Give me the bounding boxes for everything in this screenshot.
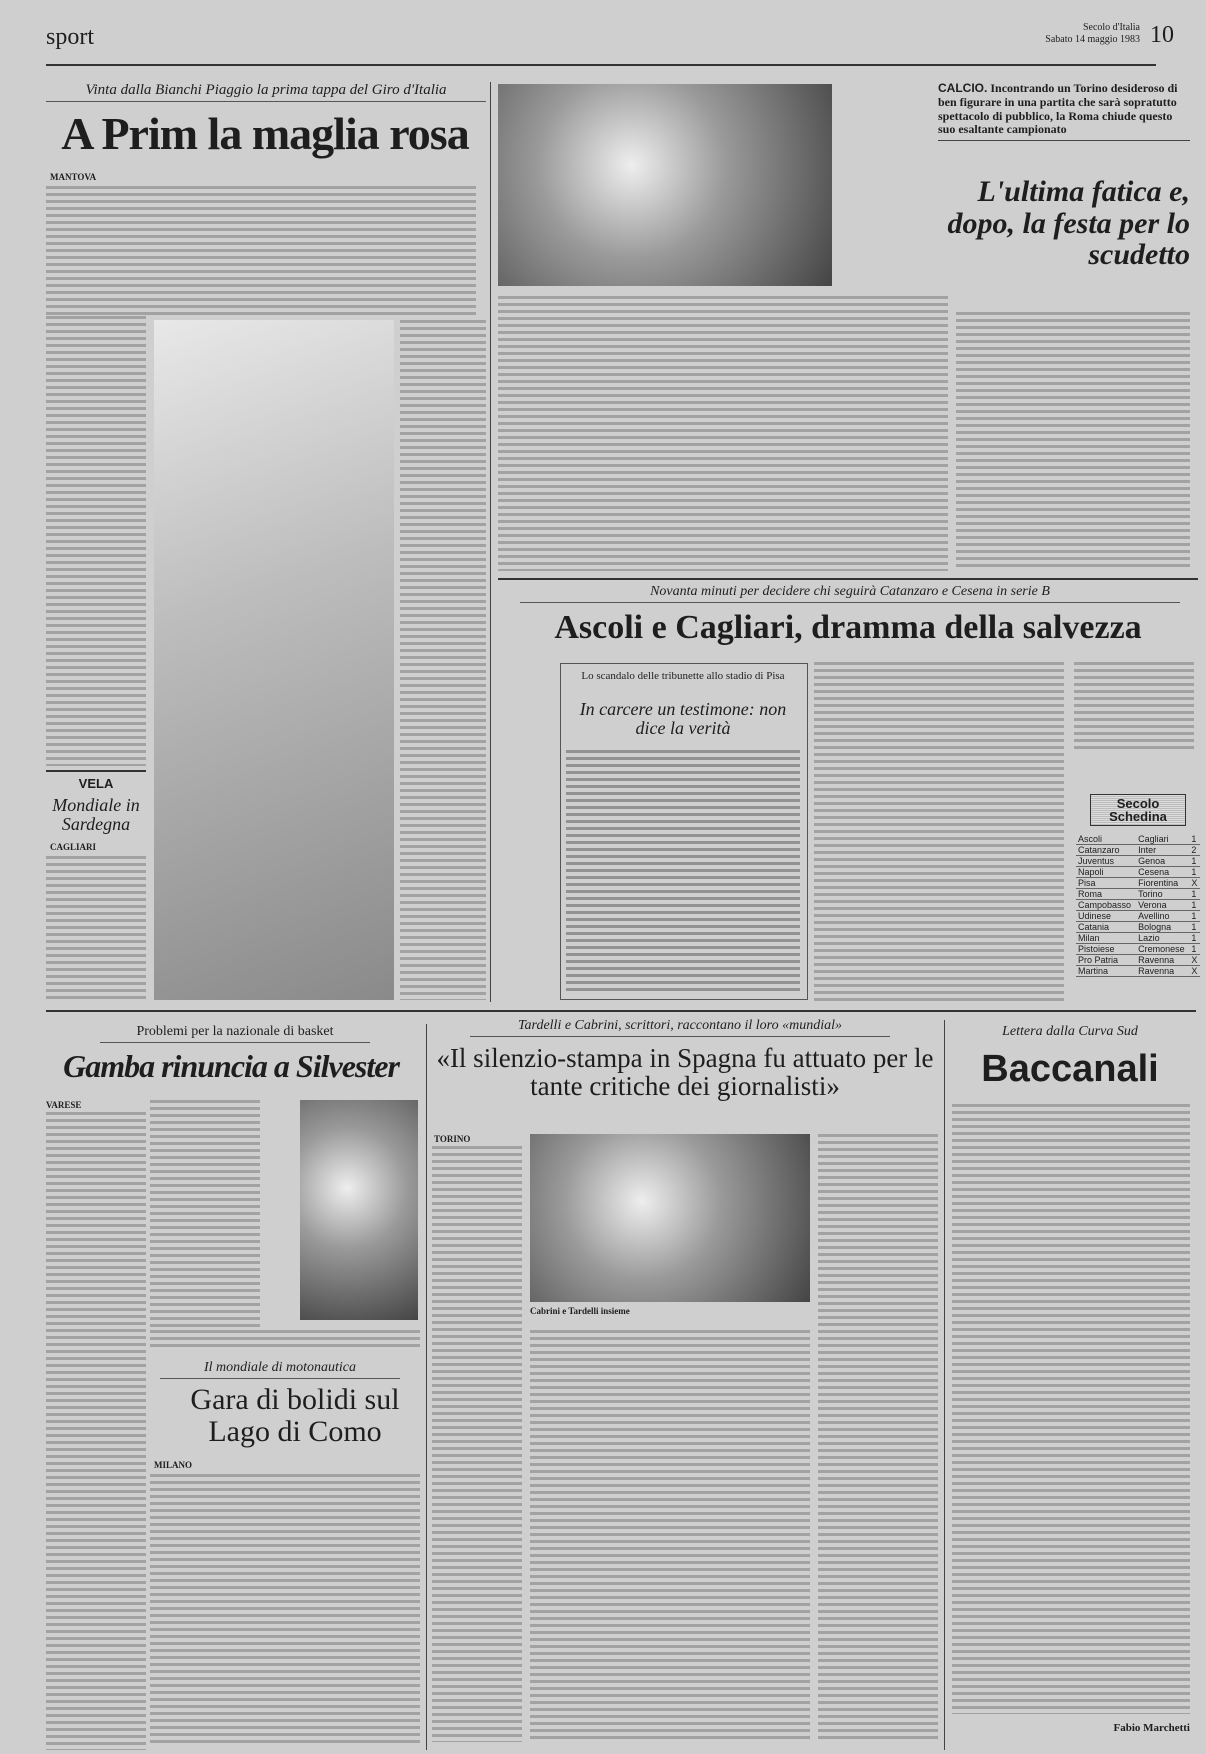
giro-body-col1 — [46, 316, 146, 766]
schedina-table — [1076, 834, 1200, 977]
serie-b-rule — [498, 578, 1198, 580]
basket-body — [46, 1112, 146, 1750]
curva-body — [952, 1104, 1190, 1714]
basket-body-3 — [150, 1330, 420, 1350]
motonautica-dateline: MILANO — [154, 1460, 192, 1470]
calcio-body — [498, 296, 948, 571]
schedina-row — [1076, 911, 1200, 922]
prediction: 1 — [1189, 900, 1200, 911]
prediction: 1 — [1189, 911, 1200, 922]
issue-date: Sabato 14 maggio 1983 — [1045, 34, 1140, 45]
away-team: Cremonese — [1136, 944, 1189, 955]
home-team: Napoli — [1076, 867, 1136, 878]
pisa-headline: In carcere un testimone: non dice la verità — [579, 699, 787, 738]
motonautica-body — [150, 1474, 420, 1747]
bottom-rule — [46, 1010, 1196, 1012]
home-team: Ascoli — [1076, 834, 1136, 845]
giro-body — [46, 186, 476, 316]
home-team: Catania — [1076, 922, 1136, 933]
away-team: Inter — [1136, 845, 1189, 856]
basket-dateline: VARESE — [46, 1100, 82, 1110]
serie-b-body-right — [1074, 662, 1194, 752]
schedina-row — [1076, 955, 1200, 966]
home-team: Martina — [1076, 966, 1136, 977]
home-team: Juventus — [1076, 856, 1136, 867]
prediction: X — [1189, 878, 1200, 889]
home-team: Catanzaro — [1076, 845, 1136, 856]
home-team: Milan — [1076, 933, 1136, 944]
away-team: Cagliari — [1136, 834, 1189, 845]
header-rule — [46, 64, 1156, 66]
away-team: Verona — [1136, 900, 1189, 911]
prediction: 1 — [1189, 922, 1200, 933]
motonautica-kicker: Il mondiale di motonautica — [160, 1360, 400, 1379]
column-divider-3 — [944, 1020, 945, 1750]
tardelli-body-3 — [818, 1134, 938, 1742]
motonautica-headline: Gara di bolidi sul Lago di Como — [190, 1383, 400, 1448]
tardelli-body — [432, 1146, 522, 1742]
schedina-row — [1076, 922, 1200, 933]
prediction: 1 — [1189, 933, 1200, 944]
curva-kicker: Lettera dalla Curva Sud — [1002, 1024, 1138, 1039]
schedina-logo: Secolo Schedina — [1090, 794, 1186, 826]
basket-body-2 — [150, 1100, 260, 1330]
vela-dateline: CAGLIARI — [50, 842, 97, 852]
giro-kicker: Vinta dalla Bianchi Piaggio la prima tappa del Giro d'Italia — [46, 82, 486, 102]
vela-body — [46, 856, 146, 1002]
giro-body-col3 — [400, 320, 486, 1000]
tardelli-caption: Cabrini e Tardelli insieme — [530, 1306, 630, 1316]
away-team: Torino — [1136, 889, 1189, 900]
away-team: Genoa — [1136, 856, 1189, 867]
cyclist-photo — [154, 320, 394, 1000]
section-label: sport — [46, 24, 94, 50]
giro-dateline: MANTOVA — [50, 172, 97, 182]
prediction: X — [1189, 955, 1200, 966]
column-divider-2 — [426, 1024, 427, 1750]
away-team: Ravenna — [1136, 966, 1189, 977]
page-number: 10 — [1150, 22, 1174, 48]
schedina-row — [1076, 834, 1200, 845]
serie-b-kicker: Novanta minuti per decidere chi seguirà Catanzaro e Cesena in serie B — [520, 584, 1180, 603]
schedina-row — [1076, 900, 1200, 911]
home-team: Pisa — [1076, 878, 1136, 889]
schedina-row — [1076, 845, 1200, 856]
tardelli-kicker: Tardelli e Cabrini, scrittori, raccontano il loro «mundial» — [470, 1018, 890, 1037]
home-team: Pistoiese — [1076, 944, 1136, 955]
tardelli-dateline: TORINO — [434, 1134, 471, 1144]
schedina-row — [1076, 944, 1200, 955]
schedina-row — [1076, 878, 1200, 889]
serie-b-body — [814, 662, 1064, 1002]
home-team: Campobasso — [1076, 900, 1136, 911]
home-team: Roma — [1076, 889, 1136, 900]
schedina-row — [1076, 933, 1200, 944]
vela-rule — [46, 770, 146, 772]
away-team: Ravenna — [1136, 955, 1189, 966]
prediction: 1 — [1189, 834, 1200, 845]
calcio-lead-text: Incontrando un Torino desideroso di ben figurare in una partita che sarà sopratutto spettacolo di pubblico, la Roma chiude questo suo esaltante campionato — [938, 81, 1178, 137]
prediction: 2 — [1189, 845, 1200, 856]
prediction: 1 — [1189, 856, 1200, 867]
home-team: Udinese — [1076, 911, 1136, 922]
schedina-row — [1076, 889, 1200, 900]
tardelli-body-2 — [530, 1330, 810, 1742]
column-divider — [490, 82, 491, 1002]
basket-headline: Gamba rinuncia a Silvester — [63, 1048, 399, 1084]
away-team: Cesena — [1136, 867, 1189, 878]
vela-section: VELA — [78, 776, 114, 791]
tardelli-photo — [530, 1134, 810, 1302]
away-team: Bologna — [1136, 922, 1189, 933]
basket-kicker: Problemi per la nazionale di basket — [100, 1024, 370, 1043]
schedina-row — [1076, 856, 1200, 867]
schedina-row — [1076, 966, 1200, 977]
vela-headline: Mondiale in Sardegna — [52, 795, 140, 834]
away-team: Fiorentina — [1136, 878, 1189, 889]
away-team: Avellino — [1136, 911, 1189, 922]
prediction: 1 — [1189, 889, 1200, 900]
prediction: 1 — [1189, 944, 1200, 955]
prediction: X — [1189, 966, 1200, 977]
pisa-kicker: Lo scandalo delle tribunette allo stadio di Pisa — [581, 670, 785, 682]
paper-name: Secolo d'Italia — [1082, 22, 1140, 33]
calcio-lead — [938, 82, 1190, 141]
pisa-body — [566, 750, 800, 992]
prediction: 1 — [1189, 867, 1200, 878]
giro-headline: A Prim la maglia rosa — [61, 108, 469, 159]
crowd-photo — [498, 84, 832, 286]
curva-headline: Baccanali — [981, 1048, 1159, 1090]
home-team: Pro Patria — [1076, 955, 1136, 966]
serie-b-headline: Ascoli e Cagliari, dramma della salvezza — [554, 609, 1142, 646]
calcio-headline: L'ultima fatica e, dopo, la festa per lo scudetto — [947, 175, 1190, 271]
calcio-body-right — [956, 312, 1190, 571]
tardelli-headline: «Il silenzio-stampa in Spagna fu attuato per le tante critiche dei giornalisti» — [436, 1043, 934, 1102]
basket-photo — [300, 1100, 418, 1320]
curva-byline: Fabio Marchetti — [1113, 1722, 1190, 1734]
away-team: Lazio — [1136, 933, 1189, 944]
schedina-row — [1076, 867, 1200, 878]
calcio-lead-label: CALCIO. — [938, 81, 988, 95]
